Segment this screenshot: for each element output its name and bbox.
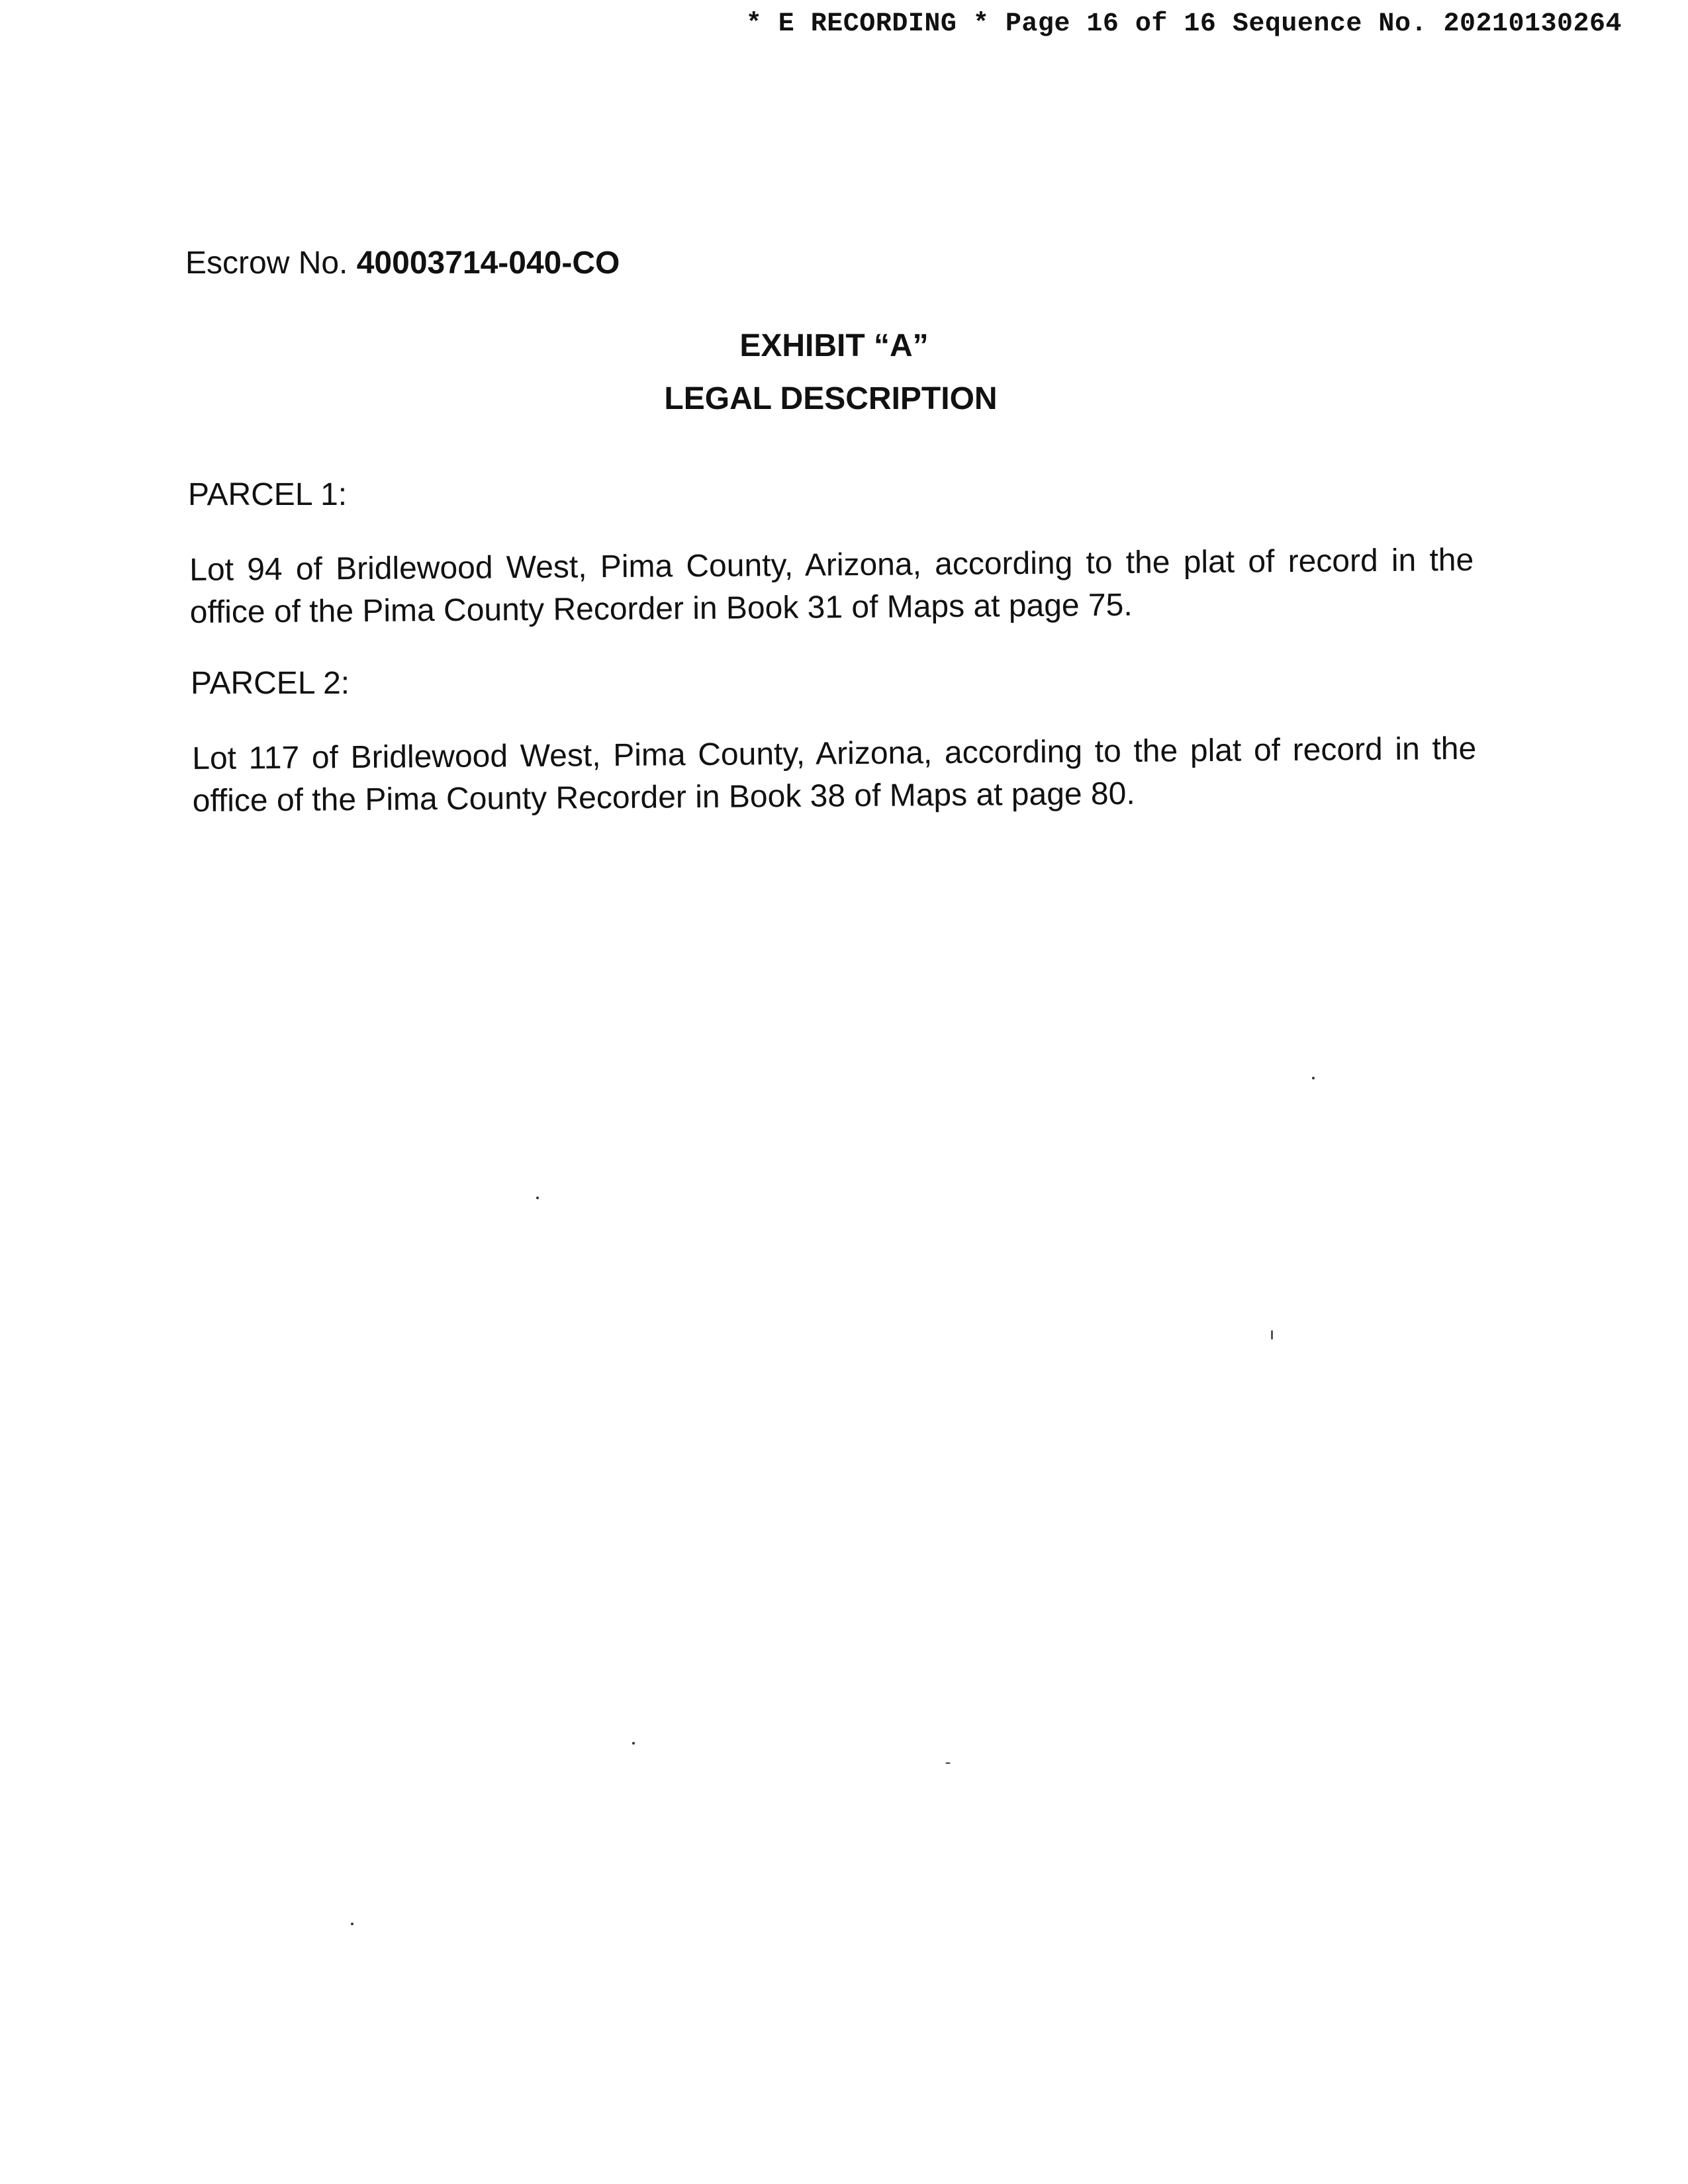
- legal-description-title: LEGAL DESCRIPTION: [664, 381, 998, 416]
- escrow-line: [185, 245, 620, 281]
- parcel-2-description: Lot 117 of Bridlewood West, Pima County, Arizona, according to the plat of record in the office of the Pima County Recorder in Book 38 of Maps at page 80.: [192, 731, 1477, 819]
- scan-speck: [351, 1923, 353, 1925]
- recording-header: * E RECORDING * Page 16 of 16 Sequence No. 20210130264: [745, 9, 1622, 39]
- parcel-1-heading: PARCEL 1:: [188, 477, 348, 512]
- escrow-number: 40003714-040-CO: [356, 246, 620, 281]
- parcel-1-description: Lot 94 of Bridlewood West, Pima County, Arizona, according to the plat of record in the office of the Pima County Recorder in Book 31 of Maps at page 75.: [189, 542, 1474, 630]
- exhibit-title: EXHIBIT “A”: [739, 328, 929, 363]
- escrow-label: Escrow No.: [185, 246, 348, 281]
- parcel-2-heading: PARCEL 2:: [191, 666, 350, 701]
- scan-speck: [632, 1742, 635, 1745]
- scan-speck: [1312, 1077, 1315, 1079]
- scan-speck: [536, 1197, 539, 1199]
- scan-speck: [945, 1762, 951, 1764]
- scan-speck: [1271, 1330, 1273, 1340]
